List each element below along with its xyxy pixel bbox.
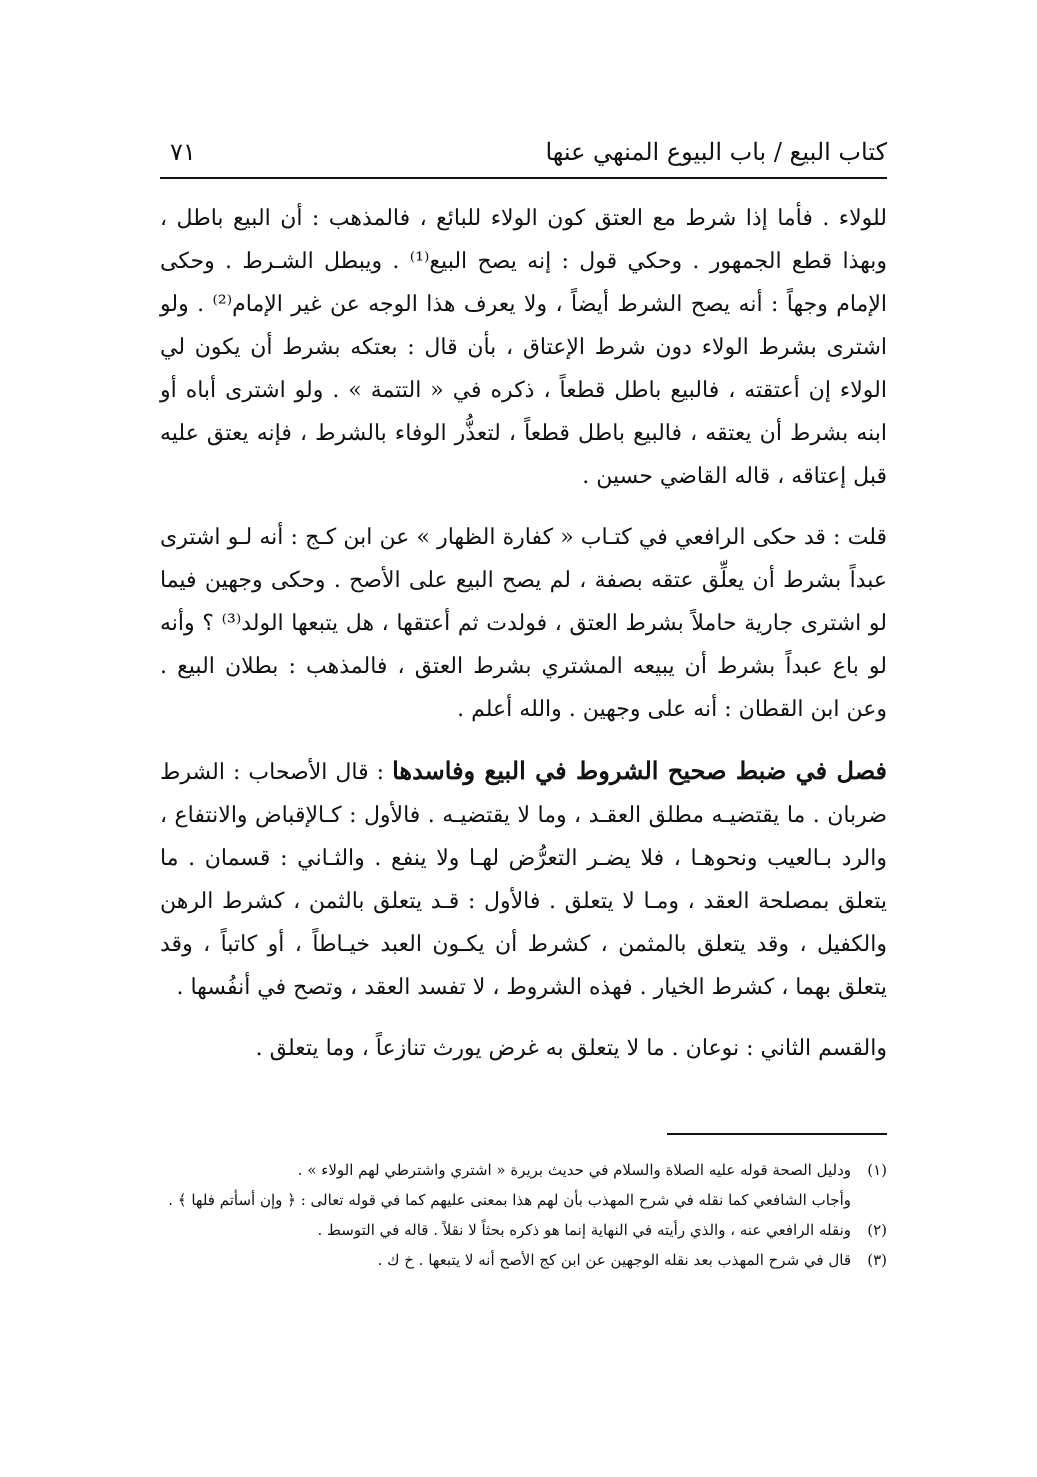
footnotes — [160, 1155, 887, 1275]
footnote-1-text: ودليل الصحة قوله عليه الصلاة والسلام في حديث بريرة « اشتري واشترطي لهم الولاء » . — [297, 1161, 851, 1179]
paragraph-4: والقسم الثاني : نوعان . ما لا يتعلق به غرض يورث تنازعاً ، وما يتعلق . — [255, 1036, 887, 1061]
footnote-1-marker: (١) — [867, 1161, 887, 1179]
footnote-divider — [667, 1133, 887, 1135]
section-paragraph — [160, 749, 887, 1009]
footnote-2-text: ونقله الرافعي عنه ، والذي رأيته في النهاية إنما هو ذكره بحثاً لا نقلاً . قاله في التوسط . — [317, 1221, 851, 1239]
header-divider — [160, 177, 887, 179]
footnote-2 — [160, 1215, 887, 1245]
section-text: : قال الأصحاب : الشرط ضربان . ما يقتضيـه مطلق العقـد ، وما لا يقتضيـه . فالأول : كـالإقباض والانتفاع ، والرد بـالعيب ونحوهـا ، فلا يضـر التعرُّض لهـا ولا ينفع . والثـاني : قسمان . ما يتعلق بمصلحة العقد ، ومـا لا يتعلق . فالأول : قـد يتعلق بالثمن ، كشرط الرهن والكفيل ، وقد يتعلق بالمثمن ، كشرط أن يكـون العبد خيـاطاً ، أو كاتباً ، وقد يتعلق بهما ، كشرط الخيار . فهذه الشروط ، لا تفسد العقد ، وتصح في أنفُسها . — [160, 760, 887, 1000]
paragraph-2: قلت : قد حكى الرافعي في كتـاب « كفارة الظهار » عن ابن كـج : أنه لـو اشترى عبداً بشرط أن يعلِّق عتقه بصفة ، لم يصح البيع على الأصح . وحكى وجهين فيما لو اشترى جارية حاملاً بشرط العتق ، فولدت ثم أعتقها ، هل يتبعها الولد⁽³⁾ ؟ وأنه لو باع عبداً بشرط أن يبيعه المشتري بشرط العتق ، فالمذهب : بطلان البيع . وعن ابن القطان : أنه على وجهين . والله أعلم . — [160, 525, 887, 722]
chapter-title: كتاب البيع / باب البيوع المنهي عنها — [545, 138, 887, 166]
running-header — [160, 132, 887, 176]
page-number: ٧١ — [170, 138, 196, 166]
main-text — [160, 197, 887, 1070]
paragraph-1: للولاء . فأما إذا شرط مع العتق كون الولاء للبائع ، فالمذهب : أن البيع باطل ، وبهذا قطع الجمهور . وحكي قول : إنه يصح البيع⁽¹⁾ . ويبطل الشـرط . وحكى الإمام وجهاً : أنه يصح الشرط أيضاً ، ولا يعرف هذا الوجه عن غير الإمام⁽²⁾ . ولو اشترى بشرط الولاء دون شرط الإعتاق ، بأن قال : بعتكه بشرط أن يكون لي الولاء إن أعتقته ، فالبيع باطل قطعاً ، ذكره في « التتمة » . ولو اشترى أباه أو ابنه بشرط أن يعتقه ، فالبيع باطل قطعاً ، لتعذُّر الوفاء بالشرط ، فإنه يعتق عليه قبل إعتاقه ، قاله القاضي حسين . — [160, 206, 888, 489]
footnote-3-marker: (٣) — [867, 1251, 887, 1269]
footnote-3 — [160, 1245, 887, 1275]
footnote-1 — [160, 1155, 887, 1185]
section-title: فصل في ضبط صحيح الشروط في البيع وفاسدها — [392, 756, 888, 785]
footnote-3-text: قال في شرح المهذب بعد نقله الوجهين عن ابن كج الأصح أنه لا يتبعها . خ ك . — [377, 1251, 851, 1269]
footnote-1-continuation: وأجاب الشافعي كما نقله في شرح المهذب بأن لهم هذا بمعنى عليهم كما في قوله تعالى : ﴿ وإن أسأتم فلها ﴾ . — [168, 1191, 851, 1209]
footnote-2-marker: (٢) — [867, 1221, 887, 1239]
